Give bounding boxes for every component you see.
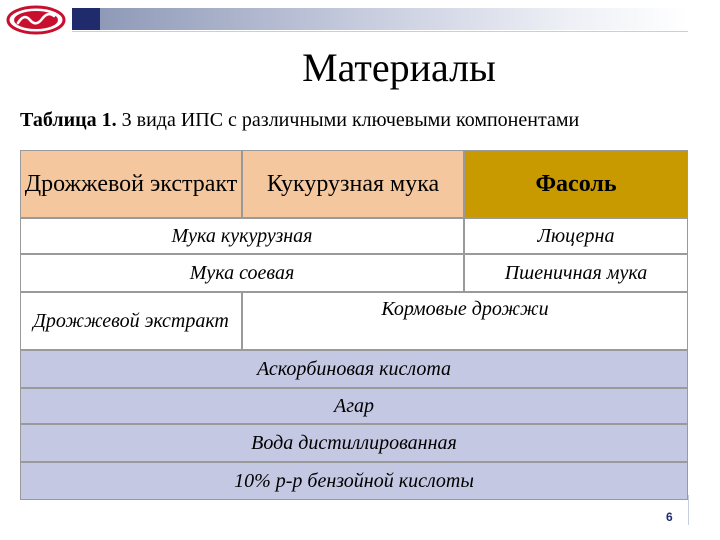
caption-text: 3 вида ИПС с различными ключевыми компонентами — [116, 109, 580, 131]
header-band-gradient — [100, 8, 688, 30]
header-divider — [72, 31, 688, 32]
cell-soy-flour: Мука соевая — [20, 254, 464, 292]
slide-title: Материалы — [302, 45, 496, 90]
cell-feed-yeast: Кормовые дрожжи — [242, 292, 688, 350]
page-number: 6 — [666, 510, 673, 524]
row-ascorbic-acid: Аскорбиновая кислота — [20, 350, 688, 388]
header-band-dark — [72, 8, 100, 30]
cell-alfalfa: Люцерна — [464, 218, 688, 254]
logo-icon — [4, 4, 68, 36]
caption-label: Таблица 1. — [20, 109, 117, 131]
cell-corn-flour: Мука кукурузная — [20, 218, 464, 254]
row-benzoic-acid: 10% р-р бензойной кислоты — [20, 462, 688, 500]
cell-wheat-flour: Пшеничная мука — [464, 254, 688, 292]
footer-divider — [688, 495, 689, 525]
cell-yeast-extract: Дрожжевой экстракт — [20, 292, 242, 350]
table-caption — [20, 108, 579, 132]
header-beans: Фасоль — [464, 150, 688, 218]
header-corn-flour: Кукурузная мука — [242, 150, 464, 218]
header-yeast-extract: Дрожжевой экстракт — [20, 150, 242, 218]
materials-table — [20, 150, 688, 500]
row-distilled-water: Вода дистиллированная — [20, 424, 688, 462]
row-agar: Агар — [20, 388, 688, 424]
